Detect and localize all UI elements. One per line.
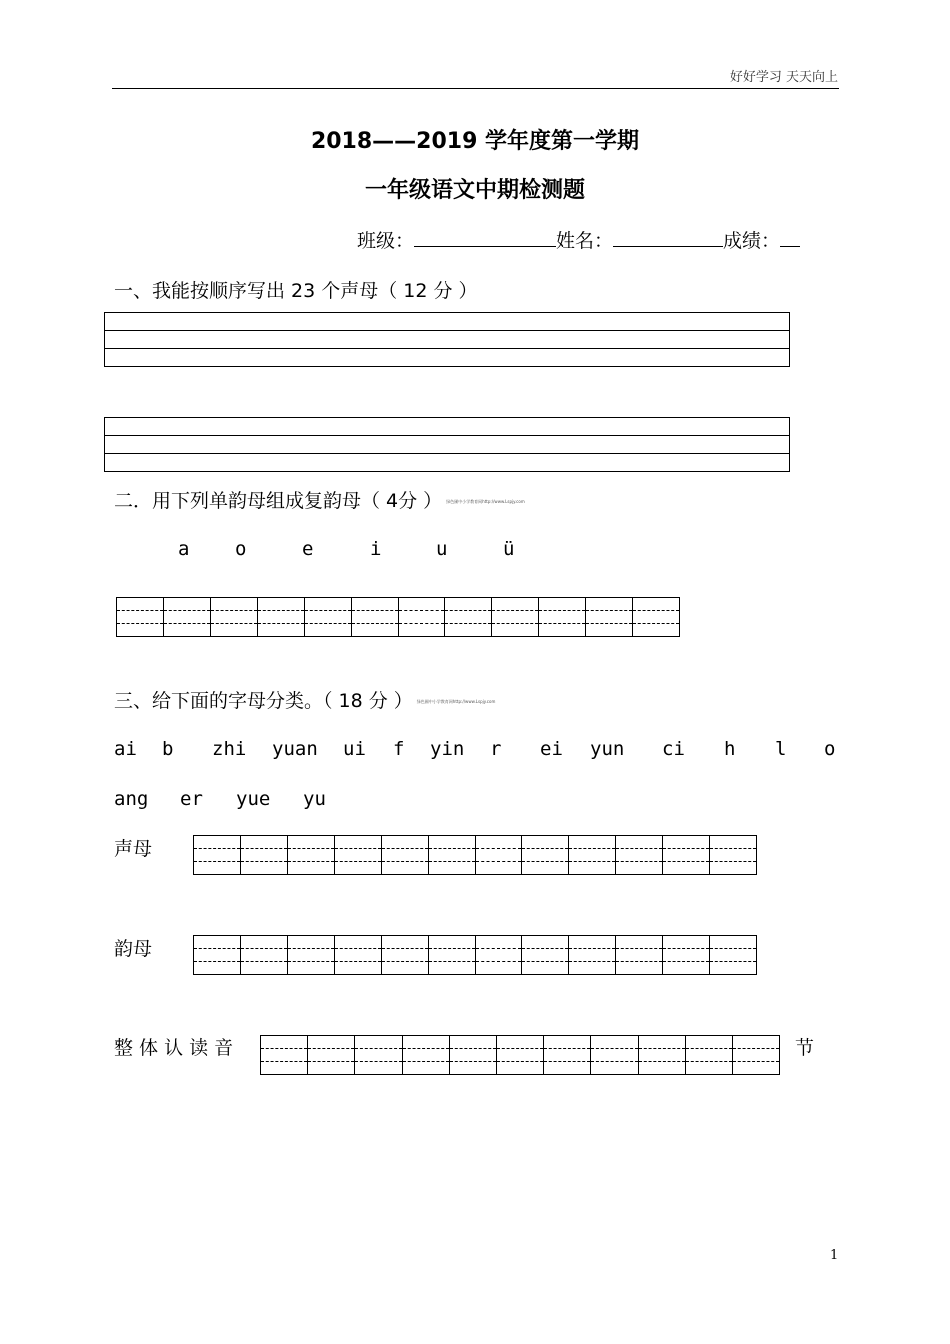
section1-heading: 一、我能按顺序写出 23 个声母（ 12 分 ） — [114, 280, 478, 302]
letter-f: f — [393, 738, 405, 760]
letter-ai: ai — [114, 738, 137, 760]
letter-r: r — [490, 738, 502, 760]
name-blank[interactable] — [613, 226, 723, 247]
letter-yue: yue — [236, 788, 271, 810]
vowel-i: i — [370, 538, 382, 560]
letter-yu: yu — [303, 788, 326, 810]
finals-label: 韵母 — [114, 938, 153, 960]
title-exam: 一年级语文中期检测题 — [364, 178, 585, 203]
vowel-a: a — [178, 538, 190, 560]
letter-o: o — [824, 738, 836, 760]
name-label: 姓名： — [556, 230, 614, 252]
letter-yun: yun — [590, 738, 625, 760]
header-motto: 好好学习 天天向上 — [729, 70, 838, 85]
whole-syllables-label: 整 体 认 读 音 — [114, 1037, 234, 1059]
vowel-e: e — [302, 538, 314, 560]
writing-lines-2[interactable] — [104, 417, 790, 472]
section3-watermark: 绿色圃中小学教育网http://www.Lspjy.com — [416, 698, 496, 704]
header-rule — [112, 88, 839, 89]
pinyin-grid-compound-finals[interactable] — [116, 597, 680, 637]
section2-heading-text: 二．用下列单韵母组成复韵母（ 4分 ） — [114, 490, 443, 512]
letter-ui: ui — [343, 738, 366, 760]
pinyin-grid-finals[interactable] — [193, 935, 757, 975]
section3-heading — [114, 686, 495, 713]
class-blank[interactable] — [414, 226, 556, 247]
letter-yuan: yuan — [272, 738, 318, 760]
student-info-line — [357, 226, 800, 253]
letter-l: l — [775, 738, 787, 760]
letter-ci: ci — [662, 738, 685, 760]
section3-heading-text: 三、给下面的字母分类。（ 18 分 ） — [114, 690, 413, 712]
letter-yin: yin — [430, 738, 465, 760]
writing-lines-1[interactable] — [104, 312, 790, 367]
section2-heading — [114, 486, 525, 513]
score-blank[interactable] — [780, 226, 800, 247]
whole-syllables-label-suffix: 节 — [795, 1037, 815, 1059]
initials-label: 声母 — [114, 838, 153, 860]
letter-h: h — [724, 738, 736, 760]
letter-zhi: zhi — [212, 738, 247, 760]
pinyin-grid-whole-syllables[interactable] — [260, 1035, 780, 1075]
score-label: 成绩： — [723, 230, 781, 252]
letter-b: b — [162, 738, 174, 760]
pinyin-grid-initials[interactable] — [193, 835, 757, 875]
title-term: 2018——2019 学年度第一学期 — [310, 129, 640, 154]
class-label: 班级： — [357, 230, 415, 252]
letter-er: er — [180, 788, 203, 810]
letter-ang: ang — [114, 788, 149, 810]
page-number: 1 — [830, 1248, 839, 1263]
vowel-o: o — [235, 538, 247, 560]
section2-watermark: 绿色圃中小学教育网http://www.Lspjy.com — [446, 498, 525, 504]
vowel-u: u — [436, 538, 448, 560]
vowel-u-umlaut: ü — [503, 538, 515, 560]
letter-ei: ei — [540, 738, 563, 760]
